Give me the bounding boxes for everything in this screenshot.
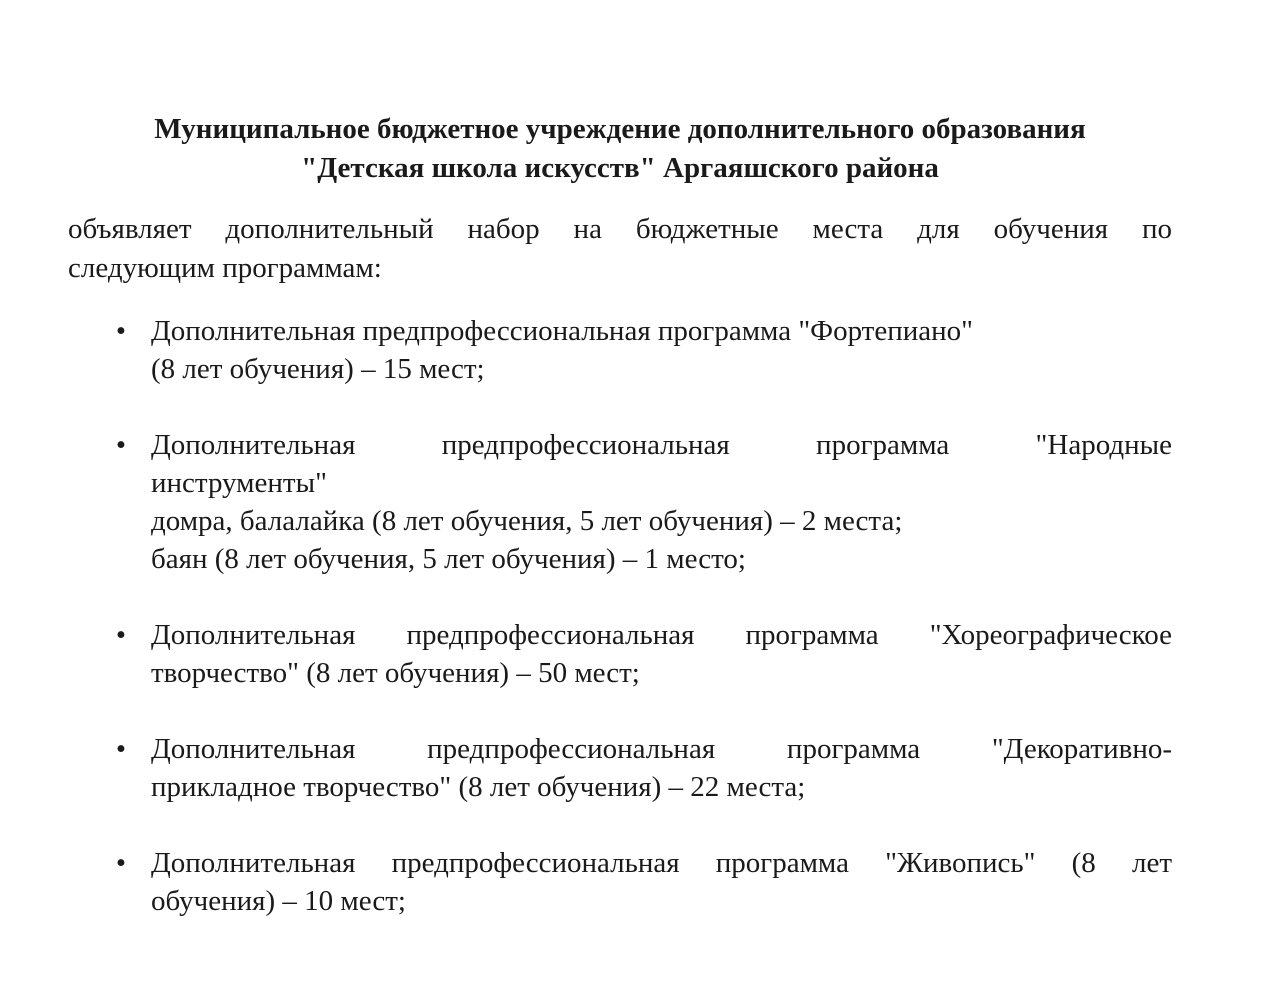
intro-line-1: объявляет дополнительный набор на бюджетные места для обучения по [68,213,1172,245]
program-item-decorative-arts [68,730,1172,806]
bullet-icon: • [115,733,127,765]
program-line: творчество" (8 лет обучения) – 50 мест; [151,657,640,689]
program-line: инструменты" [151,467,327,499]
bullet-icon: • [115,847,127,879]
bullet-icon: • [115,619,127,651]
program-line: Дополнительная предпрофессиональная программа "Хореографическое [151,619,1172,651]
announcement-document [68,110,1172,958]
program-line: Дополнительная предпрофессиональная программа "Фортепиано" [151,315,973,347]
program-line: Дополнительная предпрофессиональная программа "Декоративно- [151,733,1172,765]
title-line-2: "Детская школа искусств" Аргаяшского района [301,152,939,184]
program-item-choreography [68,616,1172,692]
bullet-icon: • [115,315,127,347]
program-line: Дополнительная предпрофессиональная программа "Живопись" (8 лет [151,847,1172,879]
intro-paragraph [68,210,1172,288]
program-item-folk-instruments [68,426,1172,578]
program-line: баян (8 лет обучения, 5 лет обучения) – 1 место; [151,543,746,575]
title-line-1: Муниципальное бюджетное учреждение дополнительного образования [154,113,1086,145]
bullet-icon: • [115,429,127,461]
program-line: домра, балалайка (8 лет обучения, 5 лет обучения) – 2 места; [151,505,903,537]
intro-line-2: следующим программам: [68,252,382,284]
program-line: (8 лет обучения) – 15 мест; [151,353,485,385]
program-item-fortepiano [68,312,1172,388]
document-title [68,110,1172,188]
program-list [68,312,1172,920]
program-item-painting [68,844,1172,920]
program-line: прикладное творчество" (8 лет обучения) – 22 места; [151,771,806,803]
program-line: обучения) – 10 мест; [151,885,406,917]
program-line: Дополнительная предпрофессиональная программа "Народные [151,429,1172,461]
